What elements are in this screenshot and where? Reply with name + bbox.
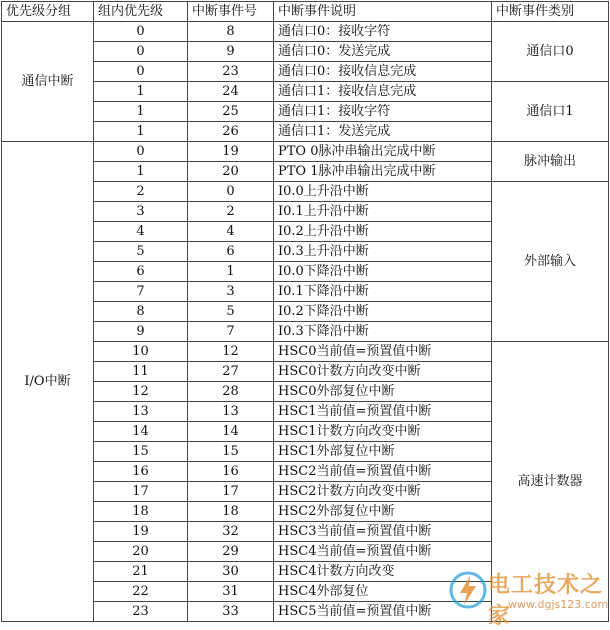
header-event-description: 中断事件说明: [274, 2, 492, 22]
group-priority-cell: 4: [94, 222, 188, 242]
event-number-cell: 26: [188, 122, 274, 142]
table-row: [2, 22, 609, 42]
event-description-cell: HSC2计数方向改变中断: [274, 482, 492, 502]
group-priority-cell: 22: [94, 582, 188, 602]
event-number-cell: 33: [188, 602, 274, 622]
event-number-cell: 23: [188, 62, 274, 82]
event-description-cell: HSC4当前值=预置值中断: [274, 542, 492, 562]
header-group: 优先级分组: [2, 2, 94, 22]
event-description-cell: I0.1下降沿中断: [274, 282, 492, 302]
event-number-cell: 28: [188, 382, 274, 402]
header-event-number: 中断事件号: [188, 2, 274, 22]
event-number-cell: 32: [188, 522, 274, 542]
event-number-cell: 8: [188, 22, 274, 42]
group-priority-cell: 19: [94, 522, 188, 542]
event-number-cell: 13: [188, 402, 274, 422]
event-number-cell: 3: [188, 282, 274, 302]
group-priority-cell: 21: [94, 562, 188, 582]
group-priority-cell: 18: [94, 502, 188, 522]
table-row: [2, 342, 609, 362]
event-description-cell: I0.0上升沿中断: [274, 182, 492, 202]
event-number-cell: 17: [188, 482, 274, 502]
group-priority-cell: 6: [94, 262, 188, 282]
event-description-cell: 通信口0：发送完成: [274, 42, 492, 62]
header-priority: 组内优先级: [94, 2, 188, 22]
priority-group-cell: 通信中断: [2, 22, 94, 142]
event-description-cell: HSC0当前值=预置值中断: [274, 342, 492, 362]
group-priority-cell: 10: [94, 342, 188, 362]
interrupt-priority-table: [1, 1, 609, 622]
event-number-cell: 30: [188, 562, 274, 582]
group-priority-cell: 3: [94, 202, 188, 222]
group-priority-cell: 1: [94, 162, 188, 182]
event-number-cell: 15: [188, 442, 274, 462]
event-description-cell: HSC4计数方向改变: [274, 562, 492, 582]
event-number-cell: 24: [188, 82, 274, 102]
event-number-cell: 12: [188, 342, 274, 362]
event-number-cell: 31: [188, 582, 274, 602]
event-description-cell: HSC1外部复位中断: [274, 442, 492, 462]
group-priority-cell: 5: [94, 242, 188, 262]
event-description-cell: HSC1当前值=预置值中断: [274, 402, 492, 422]
event-description-cell: 通信口0：接收字符: [274, 22, 492, 42]
header-event-category: 中断事件类别: [492, 2, 609, 22]
event-number-cell: 25: [188, 102, 274, 122]
group-priority-cell: 0: [94, 42, 188, 62]
event-number-cell: 5: [188, 302, 274, 322]
event-number-cell: 20: [188, 162, 274, 182]
table-row: [2, 182, 609, 202]
group-priority-cell: 16: [94, 462, 188, 482]
group-priority-cell: 2: [94, 182, 188, 202]
watermark-title: 电工技术之家: [488, 573, 604, 629]
group-priority-cell: 13: [94, 402, 188, 422]
event-category-cell: 通信口1: [492, 82, 609, 142]
group-priority-cell: 12: [94, 382, 188, 402]
group-priority-cell: 0: [94, 22, 188, 42]
event-number-cell: 9: [188, 42, 274, 62]
group-priority-cell: 17: [94, 482, 188, 502]
event-description-cell: 通信口1：发送完成: [274, 122, 492, 142]
event-number-cell: 19: [188, 142, 274, 162]
event-number-cell: 0: [188, 182, 274, 202]
event-description-cell: 通信口0：接收信息完成: [274, 62, 492, 82]
event-number-cell: 1: [188, 262, 274, 282]
event-description-cell: I0.3下降沿中断: [274, 322, 492, 342]
event-number-cell: 16: [188, 462, 274, 482]
event-category-cell: 外部输入: [492, 182, 609, 342]
event-description-cell: I0.1上升沿中断: [274, 202, 492, 222]
event-description-cell: HSC3当前值=预置值中断: [274, 522, 492, 542]
priority-group-cell: I/O中断: [2, 142, 94, 622]
table-row: [2, 82, 609, 102]
event-number-cell: 27: [188, 362, 274, 382]
event-description-cell: I0.2上升沿中断: [274, 222, 492, 242]
group-priority-cell: 1: [94, 82, 188, 102]
event-description-cell: 通信口1：接收字符: [274, 102, 492, 122]
table-row: [2, 142, 609, 162]
event-category-cell: 通信口0: [492, 22, 609, 82]
event-number-cell: 29: [188, 542, 274, 562]
event-description-cell: PTO 1脉冲串输出完成中断: [274, 162, 492, 182]
header-row: [2, 2, 609, 22]
group-priority-cell: 8: [94, 302, 188, 322]
group-priority-cell: 1: [94, 102, 188, 122]
event-description-cell: HSC0外部复位中断: [274, 382, 492, 402]
event-description-cell: HSC4外部复位: [274, 582, 492, 602]
group-priority-cell: 15: [94, 442, 188, 462]
watermark-url: www.dgjs123.com: [508, 598, 609, 611]
event-number-cell: 6: [188, 242, 274, 262]
event-number-cell: 14: [188, 422, 274, 442]
group-priority-cell: 14: [94, 422, 188, 442]
event-description-cell: HSC0计数方向改变中断: [274, 362, 492, 382]
event-number-cell: 18: [188, 502, 274, 522]
group-priority-cell: 0: [94, 142, 188, 162]
group-priority-cell: 11: [94, 362, 188, 382]
event-description-cell: I0.3上升沿中断: [274, 242, 492, 262]
event-description-cell: I0.0下降沿中断: [274, 262, 492, 282]
event-description-cell: PTO 0脉冲串输出完成中断: [274, 142, 492, 162]
group-priority-cell: 7: [94, 282, 188, 302]
event-description-cell: HSC1计数方向改变中断: [274, 422, 492, 442]
event-category-cell: 脉冲输出: [492, 142, 609, 182]
group-priority-cell: 9: [94, 322, 188, 342]
group-priority-cell: 0: [94, 62, 188, 82]
event-category-cell: 高速计数器: [492, 342, 609, 622]
group-priority-cell: 20: [94, 542, 188, 562]
group-priority-cell: 1: [94, 122, 188, 142]
event-description-cell: HSC2当前值=预置值中断: [274, 462, 492, 482]
event-description-cell: I0.2下降沿中断: [274, 302, 492, 322]
group-priority-cell: 23: [94, 602, 188, 622]
event-number-cell: 2: [188, 202, 274, 222]
event-description-cell: HSC2外部复位中断: [274, 502, 492, 522]
event-number-cell: 4: [188, 222, 274, 242]
event-description-cell: 通信口1：接收信息完成: [274, 82, 492, 102]
event-number-cell: 7: [188, 322, 274, 342]
event-description-cell: HSC5当前值=预置值中断: [274, 602, 492, 622]
